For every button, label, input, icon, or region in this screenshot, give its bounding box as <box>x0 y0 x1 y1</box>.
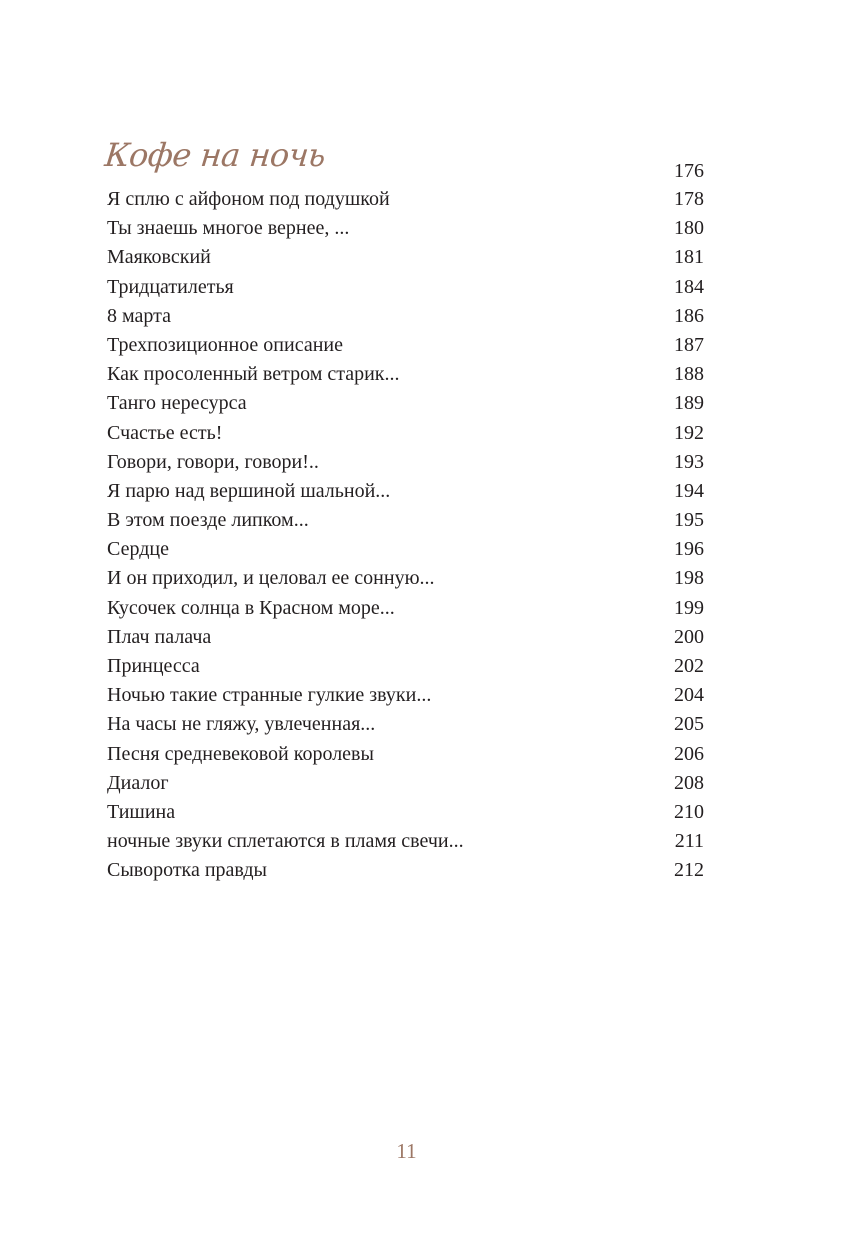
toc-entry[interactable] <box>107 769 704 798</box>
toc-entry-page: 180 <box>674 217 704 240</box>
page-folio-number: 11 <box>396 1139 417 1163</box>
toc-entry-title: Тридцатилетья <box>107 275 234 298</box>
toc-entry-page: 189 <box>674 392 704 415</box>
toc-entry-title: Ночью такие странные гулкие звуки... <box>107 684 432 707</box>
toc-entry-page: 210 <box>674 800 704 823</box>
section-page-number: 176 <box>674 160 704 182</box>
toc-entry-title: Диалог <box>107 771 169 794</box>
toc-entry[interactable] <box>107 243 704 272</box>
toc-entry-title: Счастье есть! <box>107 421 223 444</box>
toc-entry[interactable] <box>107 710 704 739</box>
toc-entry-title: Танго нересурса <box>107 392 247 415</box>
toc-entry[interactable] <box>107 273 704 302</box>
toc-entry-page: 206 <box>674 742 704 765</box>
toc-entry[interactable] <box>107 185 704 214</box>
toc-entry-page: 186 <box>674 304 704 327</box>
toc-entry-page: 195 <box>674 509 704 532</box>
toc-entry[interactable] <box>107 535 704 564</box>
toc-entry-title: И он приходил, и целовал ее сонную... <box>107 567 435 590</box>
toc-entry-page: 194 <box>674 479 704 502</box>
toc-entry-page: 193 <box>674 450 704 473</box>
toc-entry[interactable] <box>107 856 704 885</box>
toc-entry[interactable] <box>107 448 704 477</box>
toc-entry-title: Песня средневековой королевы <box>107 742 374 765</box>
toc-entry-title: Я парю над вершиной шальной... <box>107 479 391 502</box>
toc-entry[interactable] <box>107 419 704 448</box>
toc-entry[interactable] <box>107 798 704 827</box>
toc-entry-title: Плач палача <box>107 625 212 648</box>
toc-entry[interactable] <box>107 564 704 593</box>
toc-entry-title: 8 марта <box>107 304 171 327</box>
toc-entry-title: Как просоленный ветром старик... <box>107 363 400 386</box>
toc-entry[interactable] <box>107 477 704 506</box>
toc-entry-title: Сердце <box>107 538 169 561</box>
toc-entry-page: 202 <box>674 655 704 677</box>
toc-entry-title: Я сплю с айфоном под подушкой <box>107 188 390 210</box>
toc-entry[interactable] <box>107 681 704 710</box>
toc-entry-page: 192 <box>674 421 704 444</box>
toc-entry[interactable] <box>107 302 704 331</box>
toc-entry-title: Тишина <box>107 800 176 823</box>
toc-entry-title: На часы не гляжу, увлеченная... <box>107 713 376 736</box>
toc-entry[interactable] <box>107 827 704 856</box>
toc-entry-page: 211 <box>674 830 704 853</box>
toc-entry-page: 181 <box>674 246 704 269</box>
toc-entry[interactable] <box>107 214 704 243</box>
toc-entry[interactable] <box>107 506 704 535</box>
toc-entry-title: Ты знаешь многое вернее, ... <box>107 217 350 240</box>
toc-entry-page: 196 <box>674 538 704 561</box>
toc-entry[interactable] <box>107 623 704 652</box>
toc-entry-page: 205 <box>674 713 704 736</box>
toc-entry-page: 198 <box>674 567 704 590</box>
toc-entry-title: Маяковский <box>107 246 211 269</box>
toc-entry-title: ночные звуки сплетаются в пламя свечи... <box>107 830 464 853</box>
toc-entry-title: Принцесса <box>107 655 200 677</box>
toc-entry-page: 188 <box>674 363 704 386</box>
toc-entry-page: 184 <box>674 275 704 298</box>
toc-entry-page: 200 <box>674 625 704 648</box>
toc-entry-title: Сыворотка правды <box>107 859 267 882</box>
toc-entry-page: 178 <box>674 188 704 210</box>
toc-entry[interactable] <box>107 331 704 360</box>
toc-entry-page: 208 <box>674 771 704 794</box>
toc-entry-page: 187 <box>674 333 704 356</box>
section-title: Кофе на ночь <box>103 136 328 174</box>
toc-list <box>107 185 704 886</box>
toc-entry-title: Кусочек солнца в Красном море... <box>107 596 395 619</box>
toc-entry[interactable] <box>107 389 704 418</box>
toc-entry-title: Трехпозиционное описание <box>107 333 343 356</box>
toc-entry[interactable] <box>107 740 704 769</box>
toc-entry[interactable] <box>107 594 704 623</box>
toc-entry-title: В этом поезде липком... <box>107 509 309 532</box>
toc-entry[interactable] <box>107 360 704 389</box>
toc-entry-page: 199 <box>674 596 704 619</box>
toc-entry-title: Говори, говори, говори!.. <box>107 450 319 473</box>
toc-entry[interactable] <box>107 652 704 681</box>
toc-entry-page: 212 <box>674 859 704 882</box>
toc-entry-page: 204 <box>674 684 704 707</box>
